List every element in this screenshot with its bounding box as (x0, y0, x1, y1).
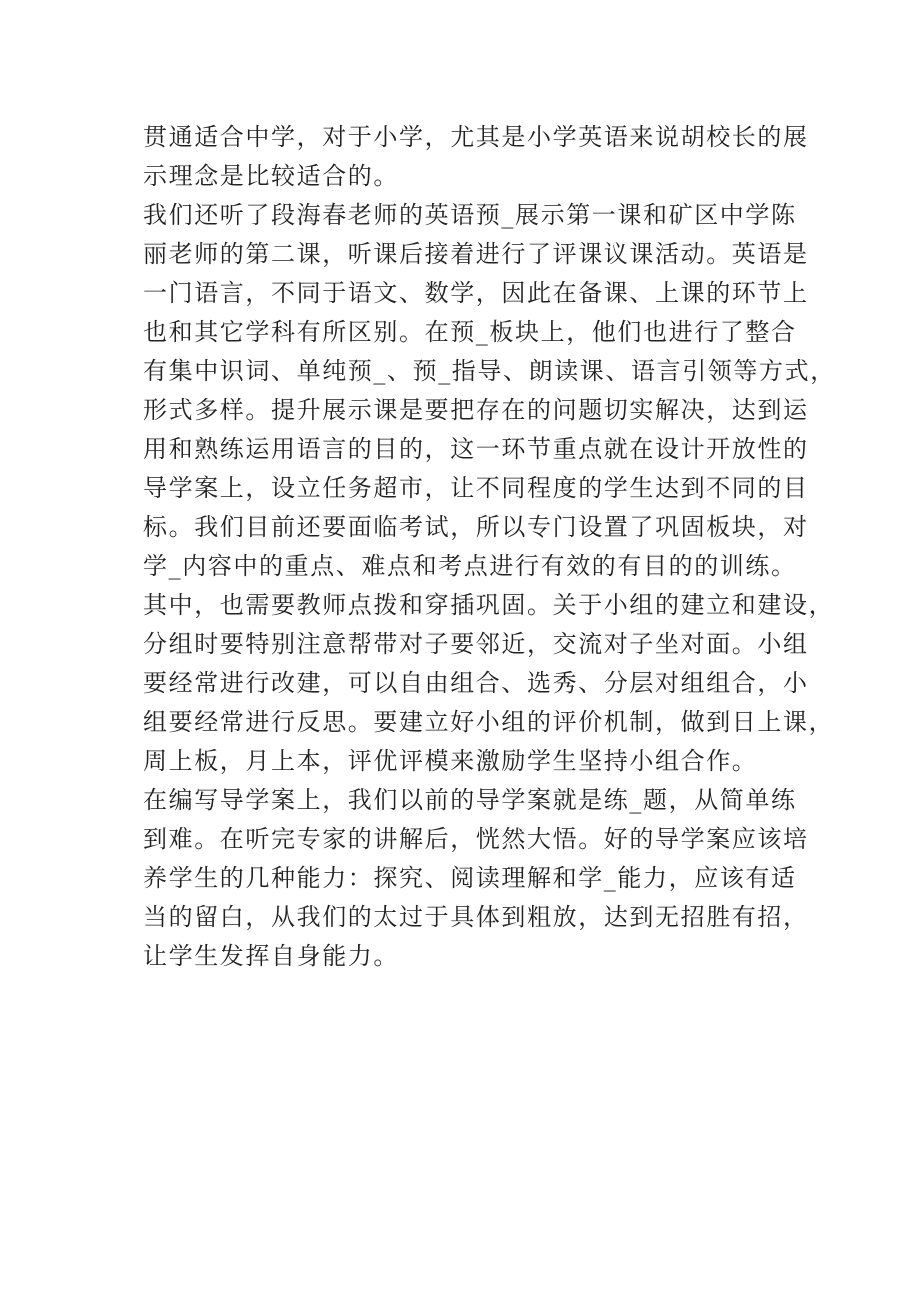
text-line: 丽老师的第二课，听课后接着进行了评课议课活动。英语是 (143, 240, 809, 268)
text-line: 示理念是比较适合的。 (143, 162, 399, 190)
text-line: 贯通适合中学，对于小学，尤其是小学英语来说胡校长的展 (143, 123, 809, 151)
text-line: 其中，也需要教师点拨和穿插巩固。关于小组的建立和建设， (143, 591, 835, 619)
text-line: 形式多样。提升展示课是要把存在的问题切实解决，达到运 (143, 396, 809, 424)
text-line: 用和熟练运用语言的目的，这一环节重点就在设计开放性的 (143, 435, 809, 463)
document-body (143, 118, 836, 976)
text-line: 有集中识词、单纯预_、预_指导、朗读课、语言引领等方式， (143, 357, 836, 385)
text-line: 我们还听了段海春老师的英语预_展示第一课和矿区中学陈 (143, 201, 797, 229)
text-line: 一门语言，不同于语文、数学，因此在备课、上课的环节上 (143, 279, 809, 307)
text-line: 导学案上，设立任务超市，让不同程度的学生达到不同的目 (143, 474, 809, 502)
text-line: 当的留白，从我们的太过于具体到粗放，达到无招胜有招， (143, 903, 809, 931)
text-line: 要经常进行改建，可以自由组合、选秀、分层对组组合，小 (143, 669, 809, 697)
text-line: 到难。在听完专家的讲解后，恍然大悟。好的导学案应该培 (143, 825, 809, 853)
text-line: 在编写导学案上，我们以前的导学案就是练_题，从简单练 (143, 786, 797, 814)
text-line: 周上板，月上本，评优评模来激励学生坚持小组合作。 (143, 747, 758, 775)
text-line: 标。我们目前还要面临考试，所以专门设置了巩固板块，对 (143, 513, 809, 541)
text-line: 让学生发挥自身能力。 (143, 942, 399, 970)
text-line: 组要经常进行反思。要建立好小组的评价机制，做到日上课， (143, 708, 835, 736)
text-line: 分组时要特别注意帮带对子要邻近，交流对子坐对面。小组 (143, 630, 809, 658)
text-line: 养学生的几种能力：探究、阅读理解和学_能力，应该有适 (143, 864, 797, 892)
text-line: 也和其它学科有所区别。在预_板块上，他们也进行了整合 (143, 318, 797, 346)
text-line: 学_内容中的重点、难点和考点进行有效的有目的的训练。 (143, 552, 797, 580)
